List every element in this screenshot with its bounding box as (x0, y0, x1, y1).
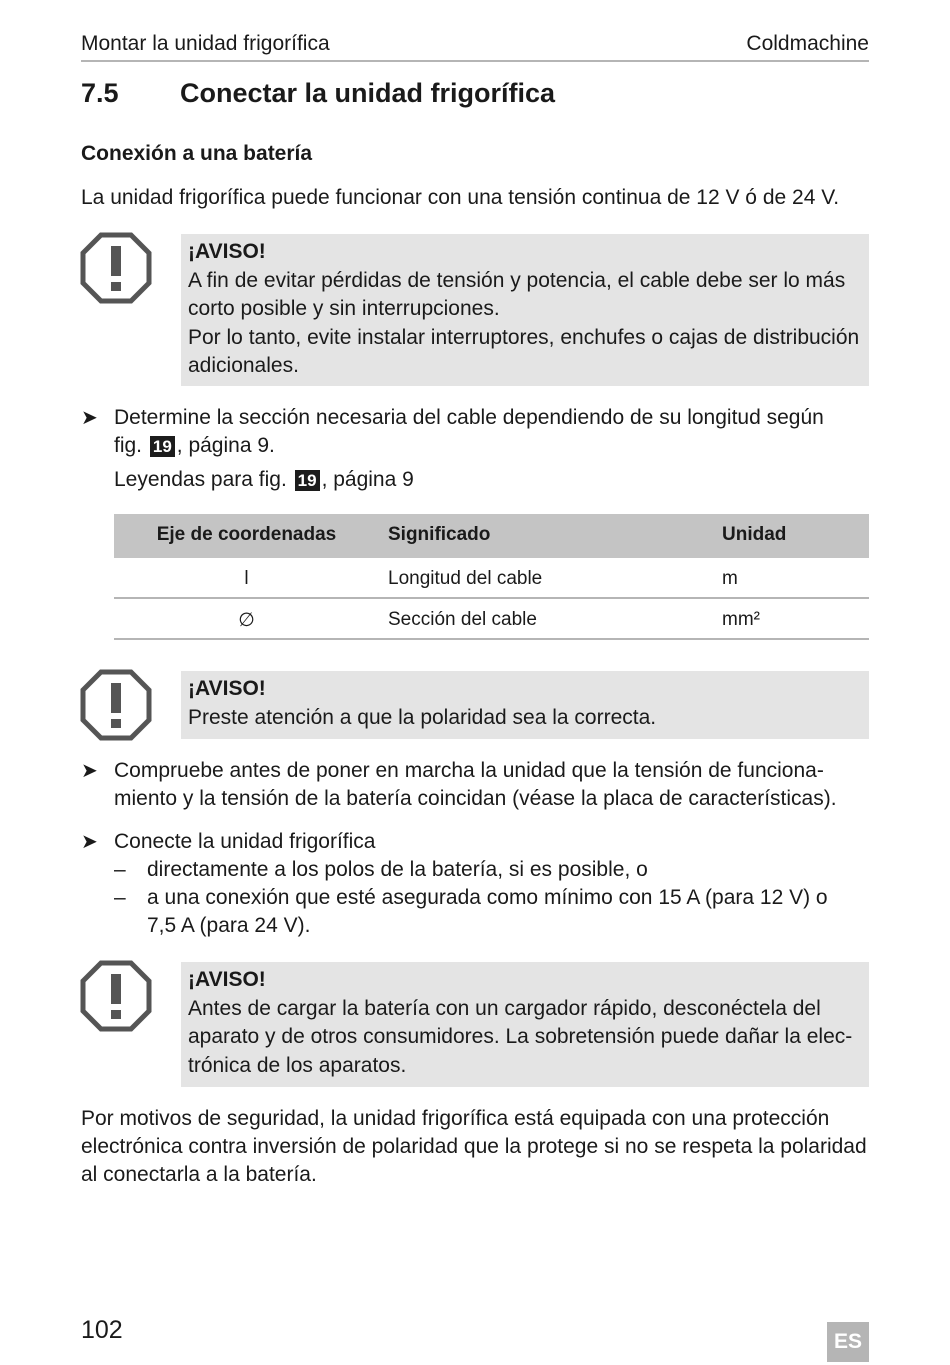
notice-box (181, 234, 869, 386)
step-arrow-icon: ➤ (81, 760, 98, 782)
notice-box (181, 671, 869, 739)
notice-text-line: adicionales. (188, 354, 299, 377)
table-cell: ∅ (238, 610, 255, 631)
step-text: fig. (114, 434, 143, 457)
step-text-line: Conecte la unidad frigorífica (114, 830, 376, 853)
header-product: Coldmachine (746, 32, 869, 55)
caption-text: , página 9 (321, 468, 414, 491)
closing-paragraph (81, 1105, 871, 1189)
column-header: Eje de coordenadas (156, 524, 337, 545)
intro-paragraph: La unidad frigorífica puede funcionar con una tensión continua de 12 V ó de 24 V. (81, 186, 840, 209)
table-caption (114, 468, 414, 492)
table-header-row (114, 514, 869, 558)
section-title-text: Conectar la unidad frigorífica (180, 78, 556, 108)
warning-octagon-icon (80, 960, 152, 1032)
running-header (81, 30, 869, 62)
warning-octagon-icon (80, 232, 152, 304)
notice-text-line: corto posible y sin interrupciones. (188, 297, 500, 320)
step-text-line: Compruebe antes de poner en marcha la unidad que la tensión de funciona- (114, 759, 824, 782)
step-arrow-icon: ➤ (81, 407, 98, 429)
step-text: , página 9. (176, 434, 275, 457)
step-arrow-icon: ➤ (81, 831, 98, 853)
paragraph-line: Por motivos de seguridad, la unidad frigorífica está equipada con una protección (81, 1107, 830, 1130)
page-number: 102 (81, 1316, 123, 1344)
dash-bullet: – (114, 886, 126, 909)
notice-text-line: Por lo tanto, evite instalar interruptores, enchufes o cajas de distribución (188, 325, 860, 349)
subheading: Conexión a una batería (81, 142, 313, 165)
table-row (114, 599, 869, 640)
header-chapter: Montar la unidad frigorífica (81, 32, 330, 55)
table-cell: Sección del cable (388, 609, 537, 630)
notice-text-line: Preste atención a que la polaridad sea la correcta. (188, 705, 657, 729)
paragraph-line: al conectarla a la batería. (81, 1163, 317, 1186)
list-item-text: directamente a los polos de la batería, si es posible, o (147, 858, 648, 881)
notice-text-line: aparato y de otros consumidores. La sobretensión puede dañar la elec- (188, 1025, 853, 1048)
notice-title: ¡AVISO! (188, 968, 266, 991)
section-number: 7.5 (81, 78, 119, 108)
figure-reference-badge: 19 (295, 470, 320, 491)
table-row (114, 558, 869, 599)
step-text-line: Determine la sección necesaria del cable dependiendo de su longitud según (114, 406, 824, 429)
column-header: Unidad (722, 524, 787, 545)
step-text-line: miento y la tensión de la batería coincidan (véase la placa de características). (114, 787, 837, 810)
notice-title: ¡AVISO! (188, 240, 266, 263)
table-cell: mm² (722, 609, 760, 630)
legend-table (114, 514, 869, 640)
list-item-text: 7,5 A (para 24 V). (147, 914, 311, 937)
warning-octagon-icon (80, 669, 152, 741)
notice-text-line: trónica de los aparatos. (188, 1053, 407, 1077)
section-title (81, 78, 555, 109)
caption-text: Leyendas para fig. (114, 468, 287, 491)
paragraph-line: electrónica contra inversión de polaridad que la protege si no se respeta la polaridad (81, 1135, 867, 1158)
notice-text-line: Antes de cargar la batería con un cargador rápido, desconéctela del (188, 996, 821, 1020)
notice-title: ¡AVISO! (188, 677, 266, 700)
table-cell: Longitud del cable (388, 568, 543, 589)
table-cell: m (722, 568, 738, 589)
dash-bullet: – (114, 858, 126, 881)
list-item-text: a una conexión que esté asegurada como mínimo con 15 A (para 12 V) o (147, 886, 828, 909)
table-cell: l (244, 568, 249, 589)
column-header: Significado (388, 524, 491, 545)
notice-text-line: A fin de evitar pérdidas de tensión y potencia, el cable debe ser lo más (188, 268, 846, 292)
notice-box (181, 962, 869, 1087)
language-badge: ES (827, 1322, 869, 1362)
figure-reference-badge: 19 (150, 436, 175, 457)
